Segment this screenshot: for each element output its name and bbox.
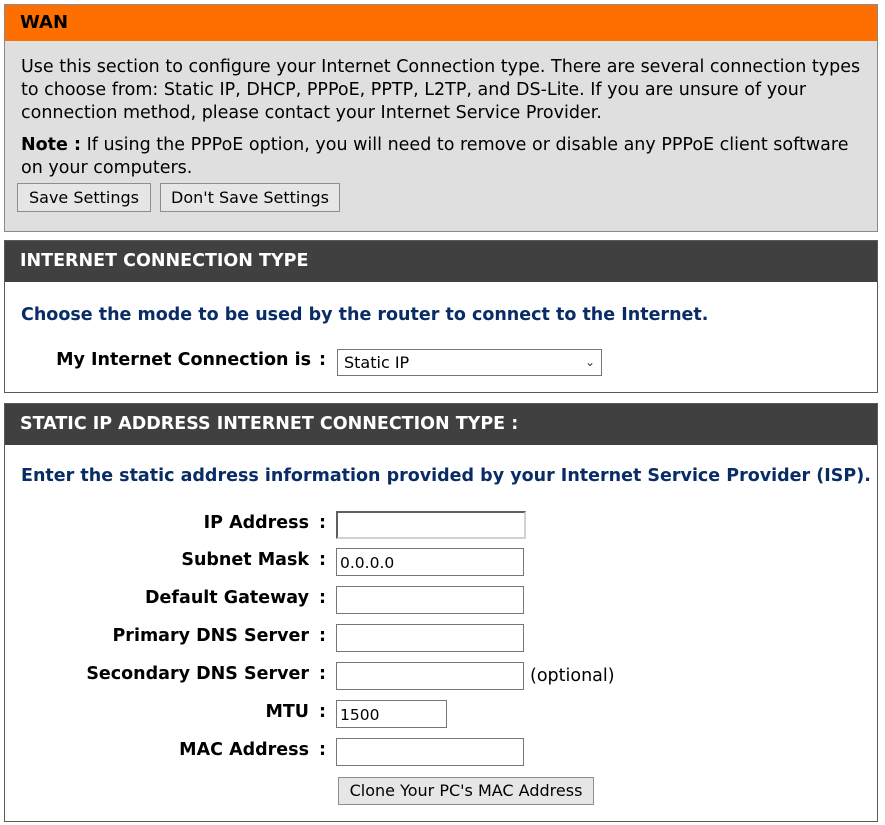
save-settings-button[interactable]: Save Settings [17, 183, 151, 212]
mac-address-label: MAC Address [179, 740, 309, 760]
ip-address-input[interactable] [336, 511, 526, 539]
note-label: Note : [21, 135, 81, 155]
default-gateway-label: Default Gateway [145, 588, 309, 608]
optional-note: (optional) [530, 666, 615, 686]
wan-note [21, 134, 861, 180]
mac-address-colon: : [319, 740, 326, 760]
mtu-input[interactable]: 1500 [336, 700, 447, 728]
ip-address-colon: : [319, 513, 326, 533]
static-ip-prompt: Enter the static address information provided by your Internet Service Provider (ISP). [21, 466, 871, 486]
internet-connection-type-title: INTERNET CONNECTION TYPE [5, 241, 877, 282]
mtu-colon: : [319, 702, 326, 722]
connection-type-select[interactable] [337, 349, 602, 376]
chevron-down-icon: ⌄ [584, 355, 595, 369]
note-text: If using the PPPoE option, you will need to remove or disable any PPPoE client software on your computers. [21, 135, 849, 178]
secondary-dns-input[interactable] [336, 662, 524, 690]
ip-address-label: IP Address [203, 513, 309, 533]
static-ip-section [4, 403, 878, 822]
mac-address-input[interactable] [336, 738, 524, 766]
primary-dns-label: Primary DNS Server [112, 626, 309, 646]
subnet-mask-colon: : [319, 550, 326, 570]
connection-type-colon: : [319, 350, 326, 370]
primary-dns-input[interactable] [336, 624, 524, 652]
wan-title: WAN [5, 5, 877, 41]
connection-type-label: My Internet Connection is [56, 350, 311, 370]
internet-connection-type-section [4, 240, 878, 393]
dont-save-settings-button[interactable]: Don't Save Settings [160, 183, 340, 212]
primary-dns-colon: : [319, 626, 326, 646]
static-ip-title: STATIC IP ADDRESS INTERNET CONNECTION TYPE : [5, 404, 877, 445]
subnet-mask-input[interactable]: 0.0.0.0 [336, 548, 524, 576]
wan-intro-text: Use this section to configure your Internet Connection type. There are several connection types to choose from: Static IP, DHCP, PPPoE, PPTP, L2TP, and DS-Lite. If you are unsure of your connection method, please contact your Internet Service Provider. [21, 57, 861, 123]
subnet-mask-label: Subnet Mask [181, 550, 309, 570]
secondary-dns-colon: : [319, 664, 326, 684]
clone-mac-address-button[interactable]: Clone Your PC's MAC Address [338, 777, 594, 805]
secondary-dns-label: Secondary DNS Server [86, 664, 309, 684]
mtu-label: MTU [265, 702, 309, 722]
connection-type-selected: Static IP [344, 353, 410, 372]
default-gateway-input[interactable] [336, 586, 524, 614]
connection-mode-prompt: Choose the mode to be used by the router to connect to the Internet. [21, 305, 709, 325]
default-gateway-colon: : [319, 588, 326, 608]
